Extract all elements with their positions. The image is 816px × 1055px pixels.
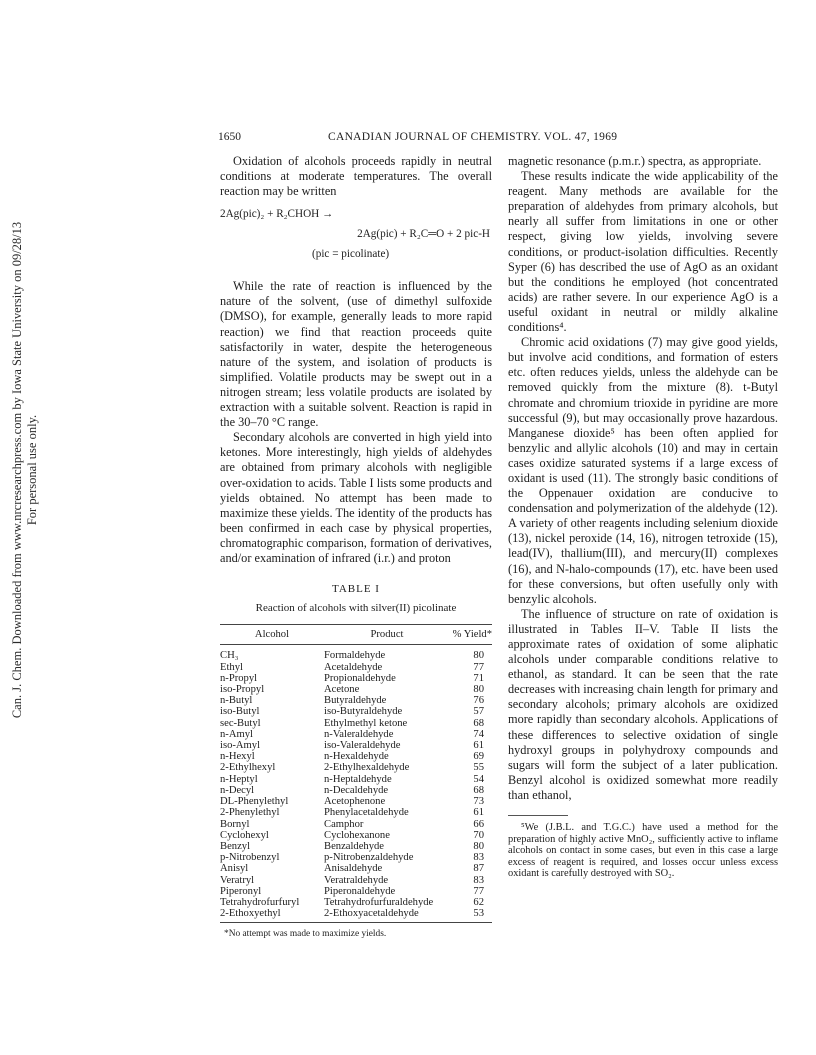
alcohol-cell: iso-Amyl <box>220 740 261 752</box>
download-notice-line-1: Can. J. Chem. Downloaded from www.nrcresearchpress.com by Iowa State University on 09/28/13 <box>10 221 24 719</box>
yield-cell: 73 <box>473 796 484 808</box>
table-row <box>220 863 492 874</box>
download-notice-line-2: For personal use only. <box>25 414 39 526</box>
table-row <box>220 875 492 886</box>
table-row <box>220 852 492 863</box>
table-row <box>220 841 492 852</box>
yield-cell: 74 <box>473 728 484 740</box>
right-column <box>508 154 778 880</box>
alcohol-cell: Anisyl <box>220 863 249 875</box>
product-cell: Butyraldehyde <box>324 695 387 707</box>
product-cell: Acetaldehyde <box>324 661 383 673</box>
product-cell: iso-Valeraldehyde <box>324 740 401 752</box>
alcohol-cell: n-Hexyl <box>220 751 255 763</box>
column-header-yield: % Yield* <box>450 625 492 645</box>
paragraph: Secondary alcohols are converted in high yield into ketones. More interestingly, high yields of aldehydes are obtained from primary alcohols with negligible over-oxidation to acids. Table I lists some products and yields obtained. No attempt has been made to maximize these yields. The identity of the products has been confirmed in each case by physical properties, chromatographic comparison, formation of derivatives, and/or examination of infrared (i.r.) and proton <box>220 430 492 565</box>
footnote: ⁵We (J.B.L. and T.G.C.) have used a method for the preparation of highly active MnO₂, sufficiently active to inflame alcohols on contact in some cases, but even in this case a large excess of reagent is required, and losses occur unless excess oxidant is carefully destroyed with SO₂. <box>508 822 778 880</box>
paragraph: The influence of structure on rate of oxidation is illustrated in Tables II–V. Table II lists the approximate rates of oxidation of some aliphatic alcohols under comparable conditions relative to ethanol, as standard. It can be seen that the rate decreases with increasing chain length for primary and secondary alcohols; primary alcohols are oxidized more rapidly than secondary alcohols. Applications of these differences to selective oxidation of single hydroxyl groups in polyhydroxy compounds and sugars will form the subject of a later publication. Benzyl alcohol is oxidized somewhat more readily than ethanol, <box>508 606 778 802</box>
alcohol-cell: iso-Propyl <box>220 684 265 696</box>
table-row <box>220 695 492 706</box>
yield-cell: 80 <box>473 840 484 852</box>
yield-cell: 53 <box>450 908 492 923</box>
alcohol-cell: sec-Butyl <box>220 717 261 729</box>
product-cell: Formaldehyde <box>324 650 386 662</box>
product-cell: 2-Ethylhexaldehyde <box>324 762 410 774</box>
table-caption: Reaction of alcohols with silver(II) picolinate <box>255 602 457 615</box>
alcohol-cell: 2-Ethoxyethyl <box>220 908 324 923</box>
alcohol-cell: CH₃ <box>220 650 239 662</box>
table-row <box>220 830 492 841</box>
table-row <box>220 762 492 773</box>
product-cell: Phenylacetaldehyde <box>324 807 409 819</box>
product-cell: n-Valeraldehyde <box>324 728 394 740</box>
yield-cell: 76 <box>473 695 484 707</box>
equation-line-1: 2Ag(pic)₂ + R₂CHOH → <box>220 208 334 221</box>
product-cell: n-Hexaldehyde <box>324 751 389 763</box>
table-header-row <box>220 625 492 645</box>
alcohol-cell: p-Nitrobenzyl <box>220 852 280 864</box>
alcohol-cell: n-Heptyl <box>220 773 258 785</box>
alcohol-cell: DL-Phenylethyl <box>220 796 289 808</box>
product-cell: n-Heptaldehyde <box>324 773 392 785</box>
column-header-product: Product <box>324 625 450 645</box>
product-cell: p-Nitrobenzaldehyde <box>324 852 414 864</box>
paragraph: While the rate of reaction is influenced by the nature of the solvent, (use of dimethyl sulfoxide (DMSO), for example, generally leads to more rapid reaction) we find that reaction proceeds quite satisfactorily in water, despite the heterogeneous nature of the system, and isolation of products is simplified. Volatile products may be swept out in a nitrogen stream; less volatile products are isolated by extraction with a suitable solvent. Reaction is rapid in the 30–70 °C range. <box>220 279 492 430</box>
table-row <box>220 807 492 818</box>
paragraph: Oxidation of alcohols proceeds rapidly in neutral conditions at moderate temperatures. The overall reaction may be written <box>220 154 492 199</box>
table-row <box>220 897 492 908</box>
paragraph: Chromic acid oxidations (7) may give good yields, but involve acid conditions, and formation of esters etc. often reduces yields, unless the aldehyde can be removed quickly from the mixture (8). t-Butyl chromate and chromium trioxide in pyridine are more successful (9), but may occasionally prove hazardous. Manganese dioxide⁵ has been often applied for benzylic and allylic alcohols (10) and may in certain cases oxidize saturated systems if a large excess of oxidant is used (11). The strongly basic conditions of the Oppenauer oxidation are conducive to condensation and polymerization of the aldehyde (12). A variety of other reagents including selenium dioxide (13), nickel peroxide (14, 16), nitrogen tetroxide (15), lead(IV), thallium(III), and mercury(II) complexes (16), and N-halo-compounds (17), etc. have been used for these conversions, but often usefully only with benzylic alcohols. <box>508 335 778 606</box>
alcohol-cell: Tetrahydrofurfuryl <box>220 896 300 908</box>
yield-cell: 62 <box>473 896 484 908</box>
table-row <box>220 662 492 673</box>
yield-cell: 66 <box>473 818 484 830</box>
product-cell: Tetrahydrofurfuraldehyde <box>324 896 434 908</box>
equation-line-2: 2Ag(pic) + R₂C═O + 2 pic-H <box>357 228 490 241</box>
table-row <box>220 673 492 684</box>
product-cell: Cyclohexanone <box>324 829 390 841</box>
yield-cell: 80 <box>473 684 484 696</box>
yield-cell: 83 <box>473 852 484 864</box>
table-row <box>220 684 492 695</box>
product-cell: Anisaldehyde <box>324 863 383 875</box>
product-cell: Veratraldehyde <box>324 874 389 886</box>
alcohol-cell: n-Amyl <box>220 728 253 740</box>
yield-cell: 54 <box>473 773 484 785</box>
paragraph: These results indicate the wide applicability of the reagent. Many methods are available for the preparation of aldehydes from primary alcohols, but nearly all suffer from limitations in one or other respect, giving low yields, involving severe conditions, or product-isolation difficulties. Recently Syper (6) has described the use of AgO as an oxidant but the conditions he employed (hot concentrated acids) are rather severe. In our experience AgO is a useful oxidant in neutral or mildly alkaline conditions⁴. <box>508 169 778 335</box>
reaction-equation <box>220 205 492 269</box>
yield-cell: 77 <box>473 661 484 673</box>
alcohol-cell: Piperonyl <box>220 885 262 897</box>
product-cell: 2-Ethoxyacetaldehyde <box>324 908 450 923</box>
yield-cell: 71 <box>473 672 484 684</box>
alcohol-cell: Benzyl <box>220 840 251 852</box>
product-cell: n-Decaldehyde <box>324 784 389 796</box>
alcohol-cell: 2-Phenylethyl <box>220 807 280 819</box>
left-column <box>220 154 492 942</box>
table-row <box>220 886 492 897</box>
page-number: 1650 <box>218 131 241 143</box>
footnote-divider <box>508 815 568 816</box>
column-header-alcohol: Alcohol <box>220 625 324 645</box>
download-side-note <box>0 0 50 1055</box>
table-row <box>220 645 492 662</box>
download-notice <box>10 222 40 718</box>
product-cell: Acetone <box>324 684 360 696</box>
table-footnote: *No attempt was made to maximize yields. <box>224 929 387 940</box>
product-cell: Benzaldehyde <box>324 840 385 852</box>
table-label: TABLE I <box>332 583 380 596</box>
alcohol-cell: Ethyl <box>220 661 243 673</box>
product-cell: Piperonaldehyde <box>324 885 396 897</box>
alcohol-cell: 2-Ethylhexyl <box>220 762 276 774</box>
table-row <box>220 718 492 729</box>
equation-note: (pic = picolinate) <box>312 248 390 261</box>
table-row <box>220 908 492 923</box>
table-row <box>220 751 492 762</box>
table-body <box>220 645 492 923</box>
table-row <box>220 740 492 751</box>
yield-table <box>220 624 492 923</box>
alcohol-cell: Veratryl <box>220 874 255 886</box>
yield-cell: 61 <box>473 807 484 819</box>
paragraph: magnetic resonance (p.m.r.) spectra, as appropriate. <box>508 154 762 168</box>
table-row <box>220 774 492 785</box>
running-head: CANADIAN JOURNAL OF CHEMISTRY. VOL. 47, 1969 <box>328 131 618 143</box>
yield-cell: 80 <box>473 650 484 662</box>
alcohol-cell: n-Propyl <box>220 672 258 684</box>
yield-cell: 57 <box>473 706 484 718</box>
table-row <box>220 819 492 830</box>
alcohol-cell: Cyclohexyl <box>220 829 269 841</box>
product-cell: Camphor <box>324 818 364 830</box>
yield-cell: 87 <box>473 863 484 875</box>
yield-cell: 77 <box>473 885 484 897</box>
yield-cell: 55 <box>473 762 484 774</box>
yield-cell: 68 <box>473 784 484 796</box>
alcohol-cell: n-Decyl <box>220 784 255 796</box>
product-cell: Propionaldehyde <box>324 672 396 684</box>
yield-cell: 69 <box>473 751 484 763</box>
alcohol-cell: Bornyl <box>220 818 250 830</box>
product-cell: Acetophenone <box>324 796 386 808</box>
table-row <box>220 796 492 807</box>
table-block <box>220 582 492 942</box>
yield-cell: 70 <box>473 829 484 841</box>
yield-cell: 61 <box>473 740 484 752</box>
table-row <box>220 785 492 796</box>
table-row <box>220 706 492 717</box>
alcohol-cell: n-Butyl <box>220 695 253 707</box>
yield-cell: 68 <box>473 717 484 729</box>
product-cell: iso-Butyraldehyde <box>324 706 403 718</box>
alcohol-cell: iso-Butyl <box>220 706 260 718</box>
table-row <box>220 729 492 740</box>
yield-cell: 83 <box>473 874 484 886</box>
product-cell: Ethylmethyl ketone <box>324 717 408 729</box>
